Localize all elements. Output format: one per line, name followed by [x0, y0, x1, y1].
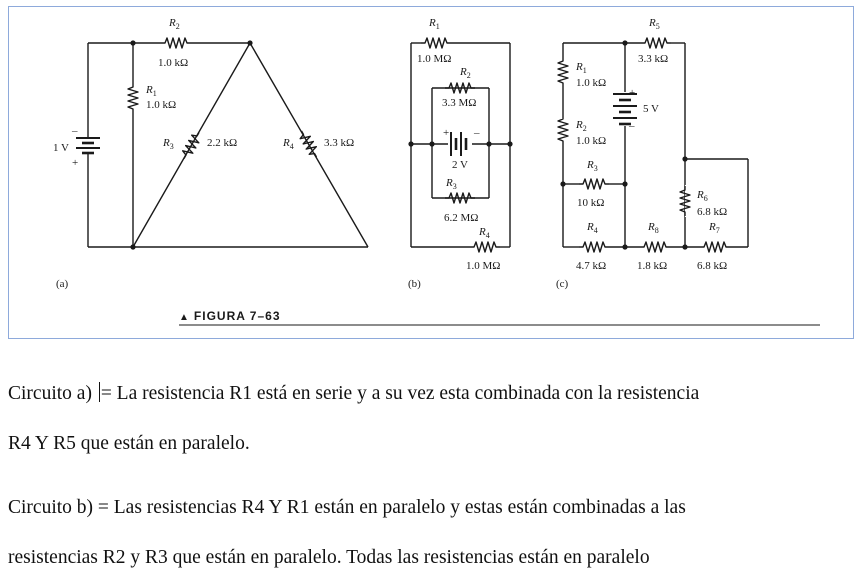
- c-r1-value: 1.0 kΩ: [576, 77, 607, 89]
- c-r2-value: 1.0 kΩ: [576, 135, 607, 147]
- resistor-a-r1: [128, 83, 138, 113]
- resistor-c-r5: [641, 38, 671, 48]
- resistor-c-r8: [640, 242, 670, 252]
- b-r2-label: $R_2$: [460, 66, 471, 80]
- a-r4-label: $R_4$: [283, 137, 294, 151]
- b-r1-value: 1.0 MΩ: [417, 53, 452, 65]
- a-r2-label: $R_2$: [169, 17, 180, 31]
- a-source-plus: +: [72, 157, 79, 169]
- c-r6-label: $R_6$: [697, 189, 708, 203]
- resistor-b-r4: [470, 242, 500, 252]
- c-r5-value: 3.3 kΩ: [638, 53, 669, 65]
- c-r8-value: 1.8 kΩ: [637, 260, 668, 272]
- paragraph-a-lead: Circuito a): [8, 383, 97, 404]
- b-source-minus: –: [474, 127, 480, 139]
- a-r2-value: 1.0 kΩ: [158, 57, 189, 69]
- c-r8-label: $R_8$: [648, 221, 659, 235]
- c-r3-value: 10 kΩ: [577, 197, 605, 209]
- resistor-c-r3: [579, 179, 609, 189]
- resistor-c-r7: [700, 242, 730, 252]
- paragraph-a-text: = La resistencia R1 está en serie y a su vez esta combinada con la resistencia: [100, 383, 700, 404]
- resistor-c-r2: [558, 115, 568, 145]
- c-r5-label: $R_5$: [649, 17, 660, 31]
- c-source-voltage: 5 V: [643, 103, 659, 115]
- a-r1-label: $R_1$: [146, 84, 157, 98]
- c-r3-label: $R_3$: [587, 159, 598, 173]
- b-r4-value: 1.0 MΩ: [466, 260, 501, 272]
- battery-a: [76, 132, 100, 158]
- panel-a-label: (a): [56, 278, 69, 290]
- c-r6-value: 6.8 kΩ: [697, 206, 728, 218]
- a-r4-value: 3.3 kΩ: [324, 137, 355, 149]
- a-r3-value: 2.2 kΩ: [207, 137, 238, 149]
- c-r7-label: $R_7$: [709, 221, 720, 235]
- c-r1-label: $R_1$: [576, 61, 587, 75]
- a-r1-value: 1.0 kΩ: [146, 99, 177, 111]
- b-r4-label: $R_4$: [479, 226, 490, 240]
- paragraph-a-line2: R4 Y R5 que están en paralelo.: [8, 433, 250, 454]
- b-r1-label: $R_1$: [429, 17, 440, 31]
- b-r3-label: $R_3$: [446, 177, 457, 191]
- resistor-a-r2: [161, 38, 191, 48]
- a-source-minus: –: [72, 125, 78, 137]
- c-r7-value: 6.8 kΩ: [697, 260, 728, 272]
- a-r3-label: $R_3$: [163, 137, 174, 151]
- c-source-minus: –: [629, 120, 635, 132]
- b-r2-value: 3.3 MΩ: [442, 97, 477, 109]
- paragraph-b-line2: resistencias R2 y R3 que están en paralelo. Todas las resistencias están en paralelo: [8, 547, 650, 568]
- resistor-b-r1: [421, 38, 451, 48]
- b-r3-value: 6.2 MΩ: [444, 212, 479, 224]
- c-r4-label: $R_4$: [587, 221, 598, 235]
- resistor-c-r4: [579, 242, 609, 252]
- b-source-plus: +: [443, 127, 450, 139]
- c-r2-label: $R_2$: [576, 119, 587, 133]
- figure-caption: ▲ FIGURA 7–63: [179, 309, 281, 323]
- b-source-voltage: 2 V: [452, 159, 468, 171]
- resistor-c-r1: [558, 57, 568, 87]
- c-source-plus: +: [629, 87, 636, 99]
- panel-c-label: (c): [556, 278, 569, 290]
- paragraph-b-line1: Circuito b) = Las resistencias R4 Y R1 están en paralelo y estas están combinadas a las: [8, 497, 686, 518]
- panel-b-label: (b): [408, 278, 421, 290]
- text-cursor: [99, 382, 100, 402]
- c-r4-value: 4.7 kΩ: [576, 260, 607, 272]
- paragraph-a-line1: [8, 382, 699, 405]
- a-source-voltage: 1 V: [53, 142, 69, 154]
